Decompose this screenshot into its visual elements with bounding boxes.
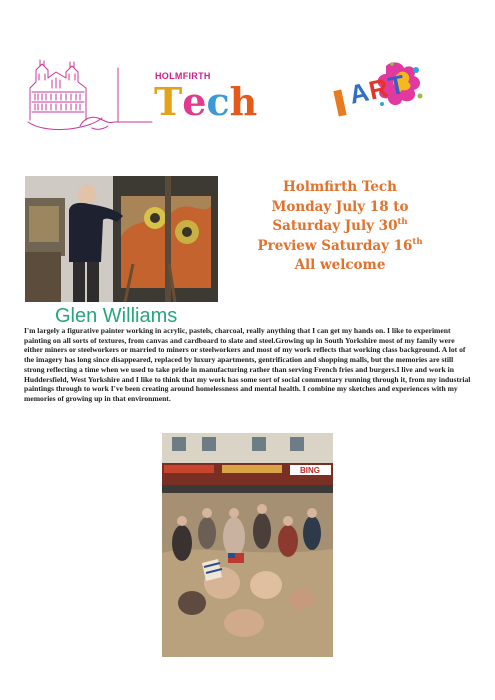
dates-line-1: Monday July 18 to (271, 198, 409, 215)
tech-letter: e (182, 79, 207, 124)
preview-suffix: th (412, 236, 423, 247)
brand-small-text: HOLMFIRTH (155, 71, 211, 81)
venue-name: Holmfirth Tech (283, 179, 397, 195)
dates-line-2-text: Saturday July 30 (272, 218, 398, 234)
welcome-line: All welcome (294, 257, 386, 273)
art-letter: R (366, 72, 392, 106)
art-letter: A (346, 76, 373, 110)
preview-text: Preview Saturday 16 (257, 237, 413, 254)
preview-line (240, 237, 440, 257)
artist-bio: I'm largely a figurative painter working in acrylic, pastels, charcoal, really anything that I can get my hands on. I like to experiment painting on all sorts of textures, from canvas and cardboard to slate and steel.Growing up in South Yorkshire most of my family were either miners or steelworkers or married to miners or steelworkers and most of my work reflects that working class background. A lot of the imagery has long since disappeared, replaced by luxury apartments, gentrification and shopping malls, but the memories are still strong reflecting a time when we used to take pride in manufacturing rather than serving French fries and burgers.I live and work in Huddersfield, West Yorkshire and I like to think that my work has some sort of social commentary running through it, from my industrial paintings through to work I've been creating around homelessness and mental health. I combine my sketches and experiences with my memories of growing up in that environment. (24, 326, 471, 403)
artist-name-heading: Glen Williams (55, 305, 178, 327)
dates-line-2-suffix: th (397, 217, 408, 227)
tech-letter: c (206, 79, 230, 124)
bingo-sign: BING (300, 466, 320, 475)
dates-line-2 (240, 217, 440, 237)
brand-tech-word (154, 80, 257, 124)
beach-scene-artwork (162, 433, 333, 657)
tech-letter: T (154, 79, 183, 124)
beach-painting-image (162, 433, 333, 657)
artist-photo (25, 176, 218, 302)
tech-letter: h (229, 79, 258, 124)
art-letter: T (385, 68, 409, 102)
exhibition-info (240, 178, 440, 276)
art-logo (330, 60, 425, 130)
artist-painting-photo-image (25, 176, 218, 302)
holmfirth-tech-logo (22, 58, 258, 138)
